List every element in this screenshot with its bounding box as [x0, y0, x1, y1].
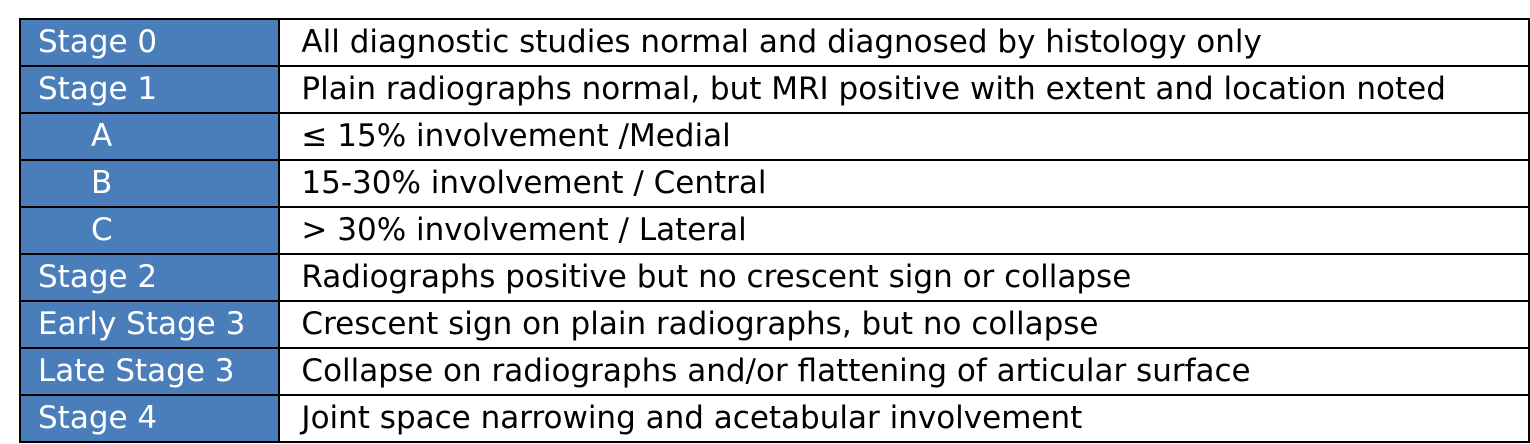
table-row	[20, 160, 1529, 207]
stage-cell: Stage 0	[20, 19, 279, 66]
table-row	[20, 254, 1529, 301]
stage-cell: Stage 1	[20, 66, 279, 113]
stage-cell: Stage 2	[20, 254, 279, 301]
table-row	[20, 395, 1529, 442]
stage-cell: Late Stage 3	[20, 348, 279, 395]
staging-table-body	[20, 19, 1529, 442]
substage-cell: C	[20, 207, 279, 254]
substage-cell: B	[20, 160, 279, 207]
description-cell: 15-30% involvement / Central	[279, 160, 1529, 207]
table-row	[20, 301, 1529, 348]
description-cell: Joint space narrowing and acetabular involvement	[279, 395, 1529, 442]
table-row	[20, 348, 1529, 395]
description-cell: All diagnostic studies normal and diagnosed by histology only	[279, 19, 1529, 66]
description-cell: ≤ 15% involvement /Medial	[279, 113, 1529, 160]
staging-table	[19, 18, 1530, 443]
description-cell: > 30% involvement / Lateral	[279, 207, 1529, 254]
substage-cell: A	[20, 113, 279, 160]
description-cell: Plain radiographs normal, but MRI positive with extent and location noted	[279, 66, 1529, 113]
table-row	[20, 66, 1529, 113]
description-cell: Crescent sign on plain radiographs, but no collapse	[279, 301, 1529, 348]
description-cell: Collapse on radiographs and/or flattening of articular surface	[279, 348, 1529, 395]
table-row	[20, 113, 1529, 160]
stage-cell: Stage 4	[20, 395, 279, 442]
stage-cell: Early Stage 3	[20, 301, 279, 348]
table-row	[20, 19, 1529, 66]
description-cell: Radiographs positive but no crescent sign or collapse	[279, 254, 1529, 301]
table-row	[20, 207, 1529, 254]
